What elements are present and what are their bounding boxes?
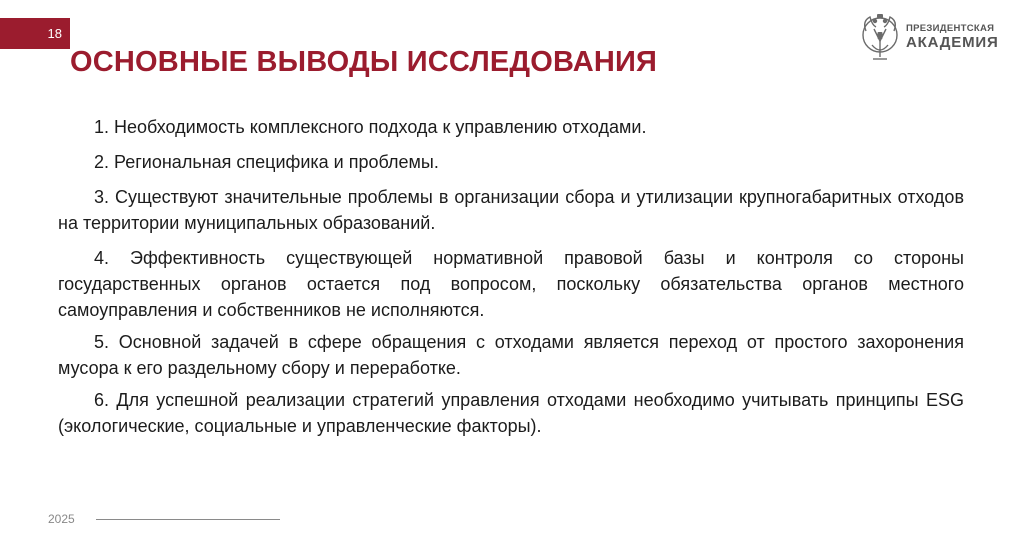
conclusion-item-1: 1. Необходимость комплексного подхода к управлению отходами. xyxy=(94,117,647,137)
conclusion-item-6: 6. Для успешной реализации стратегий управления отходами необходимо учитывать принципы ESG (экологические, социальные и управленческие факторы). xyxy=(58,390,964,436)
conclusion-item-2: 2. Региональная специфика и проблемы. xyxy=(94,152,439,172)
logo-line-2: АКАДЕМИЯ xyxy=(906,34,999,52)
logo-wordmark xyxy=(906,24,999,51)
conclusions-list xyxy=(58,114,964,439)
conclusion-item-5: 5. Основной задачей в сфере обращения с отходами является переход от простого захоронения мусора к его раздельному сбору и переработке. xyxy=(58,332,964,378)
presidential-academy-logo xyxy=(858,8,998,66)
logo-line-1: ПРЕЗИДЕНТСКАЯ xyxy=(906,22,995,34)
double-headed-eagle-icon xyxy=(858,11,902,63)
page-title: ОСНОВНЫЕ ВЫВОДЫ ИССЛЕДОВАНИЯ xyxy=(70,46,658,78)
footer-year: 2025 xyxy=(48,512,75,526)
footer-divider xyxy=(96,519,280,520)
conclusion-item-4: 4. Эффективность существующей нормативной правовой базы и контроля со стороны государственных органов остается под вопросом, поскольку обязательства органов местного самоуправления и собственников не исполняются. xyxy=(58,248,964,320)
conclusion-item-3: 3. Существуют значительные проблемы в организации сбора и утилизации крупногабаритных отходов на территории муниципальных образований. xyxy=(58,187,964,233)
slide-number: 18 xyxy=(47,26,62,41)
slide-number-badge xyxy=(0,18,70,49)
